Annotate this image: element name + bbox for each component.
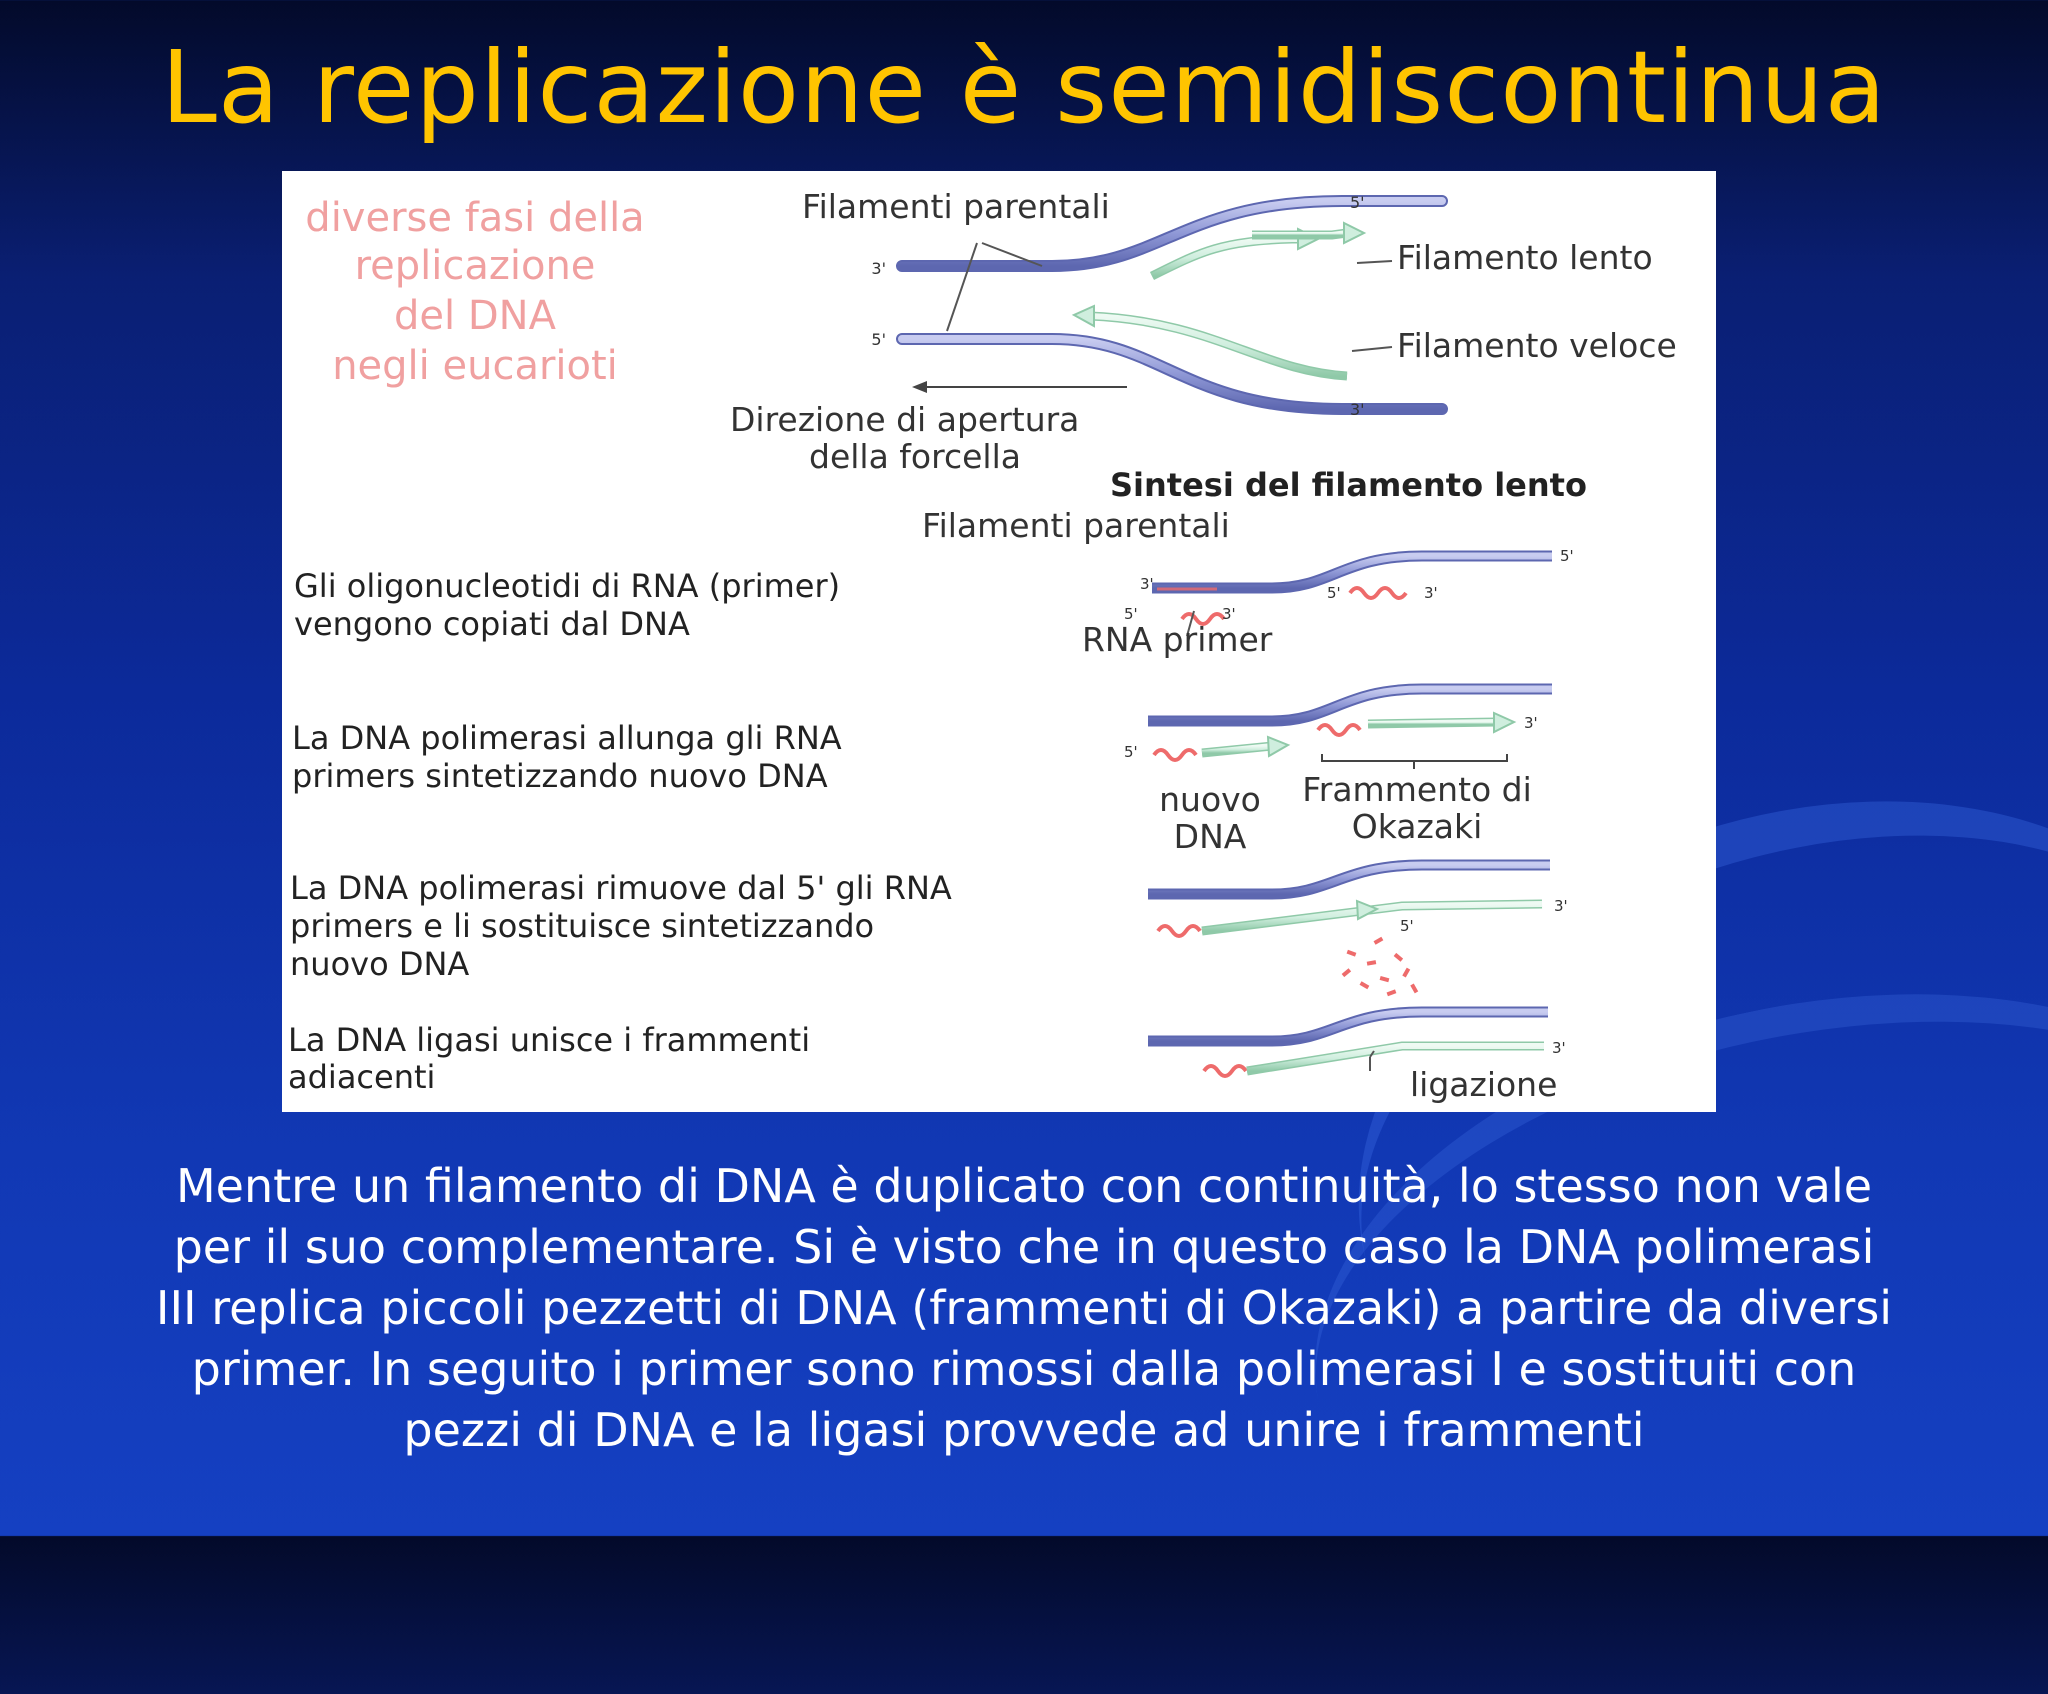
replication-diagram — [282, 171, 1716, 1112]
rna-primer — [1350, 588, 1406, 598]
end-label: 5' — [1560, 547, 1574, 565]
step-text: La DNA ligasi unisce i frammenti — [288, 1021, 811, 1059]
arrow-head — [1357, 901, 1377, 919]
arrow-head — [1494, 713, 1514, 732]
end-label: 3' — [1424, 584, 1438, 602]
arrow-head — [1268, 737, 1288, 756]
rna-primer — [1318, 725, 1360, 735]
leading-strand — [1090, 316, 1347, 376]
heading-line: del DNA — [394, 293, 556, 339]
step-text: primers e li sostituisce sintetizzando — [290, 907, 875, 945]
step-text: vengono copiati dal DNA — [294, 605, 690, 643]
end-label: 3' — [1350, 400, 1365, 419]
rna-primer-label: RNA primer — [1082, 620, 1273, 659]
rna-primer — [1204, 1066, 1246, 1076]
heading-line: negli eucarioti — [332, 343, 618, 389]
ligation-label: ligazione — [1410, 1065, 1558, 1104]
parental-strands-label: Filamenti parentali — [802, 187, 1110, 226]
rna-primer — [1154, 750, 1196, 760]
section-title: Sintesi del filamento lento — [1110, 466, 1587, 504]
rna-primer — [1158, 926, 1200, 936]
end-label: 3' — [1140, 575, 1154, 593]
end-label: 5' — [1400, 917, 1414, 935]
heading-line: replicazione — [354, 243, 596, 289]
arrow-head — [1074, 306, 1094, 326]
section-parental-label: Filamenti parentali — [922, 506, 1230, 545]
heading-line: diverse fasi della — [305, 195, 645, 241]
step-text: nuovo DNA — [290, 945, 470, 983]
end-label: 5' — [1124, 605, 1138, 623]
end-label: 5' — [1124, 743, 1138, 761]
step-3 — [290, 865, 1568, 996]
end-label: 5' — [1350, 193, 1365, 212]
new-dna-label: nuovo — [1159, 780, 1261, 819]
arrow-head — [1344, 223, 1364, 243]
end-label: 3' — [1222, 605, 1236, 623]
slide-title: La replicazione è semidiscontinua — [161, 29, 1887, 146]
end-label: 3' — [1552, 1039, 1566, 1057]
step-text: Gli oligonucleotidi di RNA (primer) — [294, 567, 841, 605]
step-2 — [292, 689, 1552, 856]
fork-direction-label: Direzione di apertura — [730, 400, 1080, 439]
step-text: La DNA polimerasi allunga gli RNA — [292, 719, 842, 757]
end-label: 5' — [871, 330, 886, 349]
figure-heading — [305, 195, 644, 389]
end-label: 5' — [1327, 584, 1341, 602]
okazaki-label: Okazaki — [1351, 807, 1483, 846]
leading-strand-label: Filamento veloce — [1397, 326, 1677, 365]
lagging-strand-label: Filamento lento — [1397, 238, 1653, 277]
replication-diagram-svg — [282, 171, 1716, 1112]
step-text: adiacenti — [288, 1058, 436, 1096]
slide-caption: Mentre un filamento di DNA è duplicato con continuità, lo stesso non vale per il suo complementare. Si è visto che in questo caso la DNA polimerasi III replica piccoli pezzetti di DNA (frammenti di Okazaki) a partire da diversi primer. In seguito i primer sono rimossi dalla polimerasi I e sostituiti con pezzi di DNA e la ligasi provvede ad unire i frammenti — [155, 1159, 1893, 1457]
end-label: 3' — [871, 259, 886, 278]
end-label: 3' — [1524, 714, 1538, 732]
step-text: primers sintetizzando nuovo DNA — [292, 757, 828, 795]
okazaki-label: Frammento di — [1302, 770, 1532, 809]
fork-direction-label: della forcella — [809, 437, 1021, 476]
step-text: La DNA polimerasi rimuove dal 5' gli RNA — [290, 869, 952, 907]
end-label: 3' — [1554, 897, 1568, 915]
replication-fork — [730, 187, 1677, 476]
step-1 — [294, 547, 1574, 659]
new-dna-label: DNA — [1173, 817, 1247, 856]
step-4 — [288, 1012, 1566, 1104]
removed-primer-nucleotides — [1342, 937, 1419, 996]
